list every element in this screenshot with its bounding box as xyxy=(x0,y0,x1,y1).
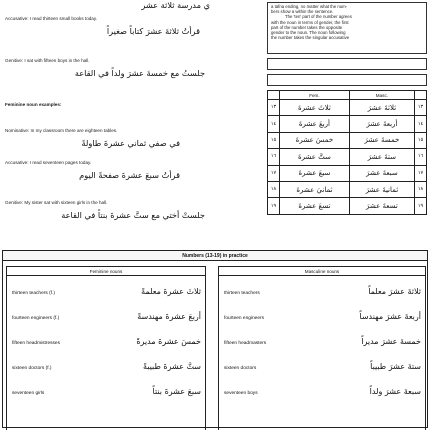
table-row xyxy=(268,116,427,132)
row-number: ١٥ xyxy=(268,132,280,148)
masculine-group-header: Masculine nouns xyxy=(219,267,425,276)
practice-box xyxy=(2,250,428,428)
header-masc: Masc. xyxy=(349,91,414,100)
masc-practice-ar: سبعةَ عشرَ ولداً xyxy=(369,387,421,396)
row-number: ١٨ xyxy=(268,181,280,197)
fem-genitive-arabic: جلستْ أختي مع ستَّ عشرةَ بنتاً في القاعة xyxy=(61,210,205,220)
masc-practice-en: fifteen headmasters xyxy=(224,341,267,346)
row-number: ١٥ xyxy=(415,132,427,148)
rule-note xyxy=(267,2,427,54)
fem-practice-en: seventeen girls xyxy=(12,391,45,396)
row-number: ١٩ xyxy=(268,198,280,214)
table-row xyxy=(268,149,427,165)
list-item xyxy=(219,284,425,304)
table-row xyxy=(268,132,427,148)
masc-practice-en: sixteen doctors xyxy=(224,366,257,371)
table-row xyxy=(268,100,427,116)
masc-practice-en: thirteen teachers xyxy=(224,291,260,296)
fem-accusative-caption: Accusative: I read seventeen pages today. xyxy=(5,160,92,165)
fem-practice-ar: سبعَ عشرةَ بنتاً xyxy=(152,387,201,396)
masculine-top-arabic: ي مدرسة ثلاثة عشر xyxy=(141,0,210,10)
rule-note-line: a tafna ending, no matter what the num- xyxy=(271,4,348,9)
fem-genitive-caption: Genitive: My sister sat with sixteen girls in the hall. xyxy=(5,200,108,205)
row-number: ١٤ xyxy=(268,116,280,132)
masc-number: ستةَ عشرَ xyxy=(349,149,414,165)
row-number: ١٦ xyxy=(268,149,280,165)
masc-practice-ar: أربعةَ عشرَ مهندساً xyxy=(359,312,421,321)
masc-number: ثمانيةَ عشرَ xyxy=(349,181,414,197)
masc-accusative-arabic: قرأتُ ثلاثةَ عشرَ كتاباً صغيراً xyxy=(106,26,200,36)
masc-practice-ar: ستةَ عشرَ طبيباً xyxy=(370,362,421,371)
feminine-group xyxy=(6,266,206,430)
blank-box xyxy=(267,74,427,86)
rule-note-line: The 'ten' part of the number agrees xyxy=(285,14,352,20)
fem-number: ثمانيَ عشرةَ xyxy=(280,181,350,197)
fem-practice-en: fourteen engineers (f.) xyxy=(12,316,60,321)
rule-note-line: the number takes the singular accusative xyxy=(271,35,350,41)
table-row xyxy=(268,165,427,181)
row-number: ١٣ xyxy=(415,100,427,116)
list-item xyxy=(7,384,205,404)
fem-number: أربعَ عشرةَ xyxy=(280,116,350,132)
row-number: ١٧ xyxy=(415,165,427,181)
table-row xyxy=(268,181,427,197)
masc-number: أربعةَ عشرَ xyxy=(349,116,414,132)
fem-number: سبعَ عشرةَ xyxy=(280,165,350,181)
masc-practice-ar: خمسةَ عشرَ مديراً xyxy=(361,337,421,346)
masc-number: تسعةَ عشرَ xyxy=(349,198,414,214)
list-item xyxy=(219,334,425,354)
table-corner xyxy=(268,91,280,100)
masc-number: ثلاثةَ عشرَ xyxy=(349,100,414,116)
feminine-group-header: Feminine nouns xyxy=(7,267,205,276)
list-item xyxy=(7,309,205,329)
fem-practice-en: fifteen headmistresses xyxy=(12,341,60,346)
rule-note-line: bers show a within the sentence. xyxy=(271,9,334,15)
rule-note-line: part of the number takes the opposite xyxy=(271,24,343,30)
masc-genitive-caption: Genitive: I sat with fifteen boys in the hall. xyxy=(5,58,90,63)
masculine-group xyxy=(218,266,426,430)
header-fem: Fem. xyxy=(280,91,350,100)
fem-accusative-arabic: قرأتُ سبعَ عشرةَ صفحةً اليوم xyxy=(79,170,180,180)
list-item xyxy=(219,309,425,329)
row-number: ١٩ xyxy=(415,198,427,214)
list-item xyxy=(7,334,205,354)
feminine-heading: Feminine noun examples: xyxy=(5,102,62,107)
table-row xyxy=(268,198,427,214)
masc-practice-ar: ثلاثةَ عشرَ معلماً xyxy=(368,287,421,296)
fem-nominative-caption: Nominative: In my classroom there are eighteen tables. xyxy=(5,128,118,133)
masc-number: سبعةَ عشرَ xyxy=(349,165,414,181)
list-item xyxy=(219,384,425,404)
masc-accusative-caption: Accusative: I read thirteen small books today. xyxy=(5,16,98,21)
list-item xyxy=(7,359,205,379)
fem-practice-ar: خمسَ عشرةَ مديرةً xyxy=(136,337,201,346)
fem-number: ثلاثَ عشرةَ xyxy=(280,100,350,116)
fem-nominative-arabic: في صفي ثماني عشرةَ طاولةً xyxy=(81,138,180,148)
row-number: ١٧ xyxy=(268,165,280,181)
practice-title: Numbers (13-19) in practice xyxy=(3,251,427,261)
fem-practice-ar: ستَّ عشرةَ طبيبةً xyxy=(142,362,201,371)
rule-note-line: with the noun in terms of gender, the first xyxy=(271,19,349,25)
table-corner xyxy=(415,91,427,100)
fem-number: تسعَ عشرةَ xyxy=(280,198,350,214)
blank-box xyxy=(267,58,427,70)
fem-number: خمسَ عشرةَ xyxy=(280,132,350,148)
row-number: ١٣ xyxy=(268,100,280,116)
number-table xyxy=(267,90,427,215)
rule-note-line: gender to the noun. The noun following xyxy=(271,30,346,36)
fem-practice-en: thirteen teachers (f.) xyxy=(12,291,55,296)
fem-number: ستَّ عشرةَ xyxy=(280,149,350,165)
fem-practice-en: sixteen doctors (f.) xyxy=(12,366,52,371)
list-item xyxy=(7,284,205,304)
list-item xyxy=(219,359,425,379)
masc-number: خمسةَ عشرَ xyxy=(349,132,414,148)
row-number: ١٤ xyxy=(415,116,427,132)
masc-genitive-arabic: جلستُ مع خمسةَ عشرَ ولداً في القاعة xyxy=(74,68,205,78)
fem-practice-ar: أربعَ عشرةَ مهندسةً xyxy=(137,312,201,321)
masc-practice-en: fourteen engineers xyxy=(224,316,265,321)
fem-practice-ar: ثلاثَ عشرةَ معلمةً xyxy=(141,287,201,296)
masc-practice-en: seventeen boys xyxy=(224,391,258,396)
row-number: ١٨ xyxy=(415,181,427,197)
row-number: ١٦ xyxy=(415,149,427,165)
